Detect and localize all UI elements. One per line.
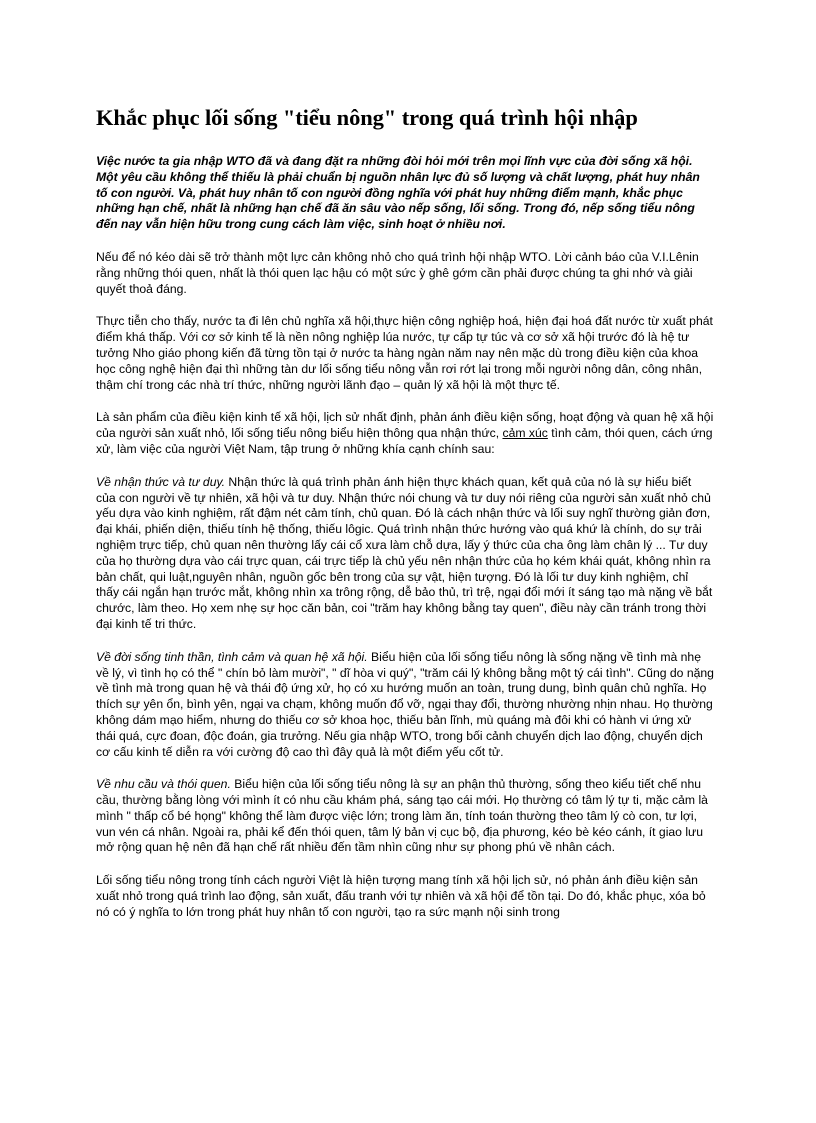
paragraph-7: Lối sống tiểu nông trong tính cách người Việt là hiện tượng mang tính xã hội lịch sử, nó phản ánh điều kiện sản xuất nhỏ trong quá trình lao động, sản xuất, đấu tranh với tự nhiên và xã hội để tồn tại. Do đó, khắc phục, xóa bỏ nó có ý nghĩa to lớn trong phát huy nhân tố con người, tạo ra sức mạnh nội sinh trong [96, 873, 706, 919]
paragraph-2: Thực tiễn cho thấy, nước ta đi lên chủ nghĩa xã hội,thực hiện công nghiệp hoá, hiện đại hoá đất nước từ xuất phát điểm khá thấp. Với cơ sở kinh tế là nền nông nghiệp lúa nước, tự cấp tự túc và cơ sở xã hội trước đó là hệ tư tưởng Nho giáo phong kiến đã từng tồn tại ở nước ta hàng ngàn năm nay nên mặc dù trong điều kiện của khoa học công nghệ hiện đại thì những tàn dư lối sống tiểu nông vẫn rơi rớt lại trong mỗi người nông dân, công nhân, thậm chí trong các nhà trí thức, những người lãnh đạo – quản lý xã hội là một thực tế. [96, 314, 713, 392]
page-title: Khắc phục lối sống "tiểu nông" trong quá trình hội nhập [96, 105, 638, 130]
paragraph-3-text-after: tình cảm, thói quen, cách ứng xử, làm việc của người Việt Nam, tập trung ở những khía cạnh chính sau: [96, 426, 713, 456]
paragraph-3 [96, 410, 714, 457]
paragraph-1: Nếu để nó kéo dài sẽ trở thành một lực cản không nhỏ cho quá trình hội nhập WTO. Lời cảnh báo của V.I.Lênin rằng những thói quen, nhất là thói quen lạc hậu có một sức ỳ ghê gớm cần phải được chúng ta ghi nhớ và giải quyết thoả đáng. [96, 249, 699, 296]
paragraph-5 [96, 650, 714, 761]
section-heading-nhu-cau: Về nhu cầu và thói quen. [96, 777, 231, 792]
paragraph-4-body: Nhận thức là quá trình phản ánh hiện thực khách quan, kết quả của nó là sự hiểu biết của con người về tự nhiên, xã hội và tư duy. Nhận thức nói chung và tư duy nói riêng của người sản xuất nhỏ chủ yếu dựa vào kinh nghiệm, rất đậm nét cảm tính, chủ quan. Đó là cách nhận thức và lối suy nghĩ thường giản đơn, đại khái, phiến diện, thiếu tính hệ thống, thiếu lôgic. Quá trình nhận thức hướng vào quá khứ là chính, do sự trải nghiệm trực tiếp, chủ quan nên thường lấy cái cổ xưa làm chỗ dựa, lấy ý thức của cha ông làm chân lý ... Tư duy của họ thường dựa vào cái trực quan, cái trực tiếp là chủ yếu nên nhận thức của họ kém khái quát, không nhìn ra bản chất, qui luật,nguyên nhân, nguồn gốc bên trong của sự vật, hiện tượng. Đó là lối tư duy kinh nghiệm, chỉ thấy cái ngắn hạn trước mắt, không nhìn xa trông rộng, dễ bảo thủ, trì trệ, ngại đổi mới ít sáng tạo mà nặng về bắt chước, làm theo. Họ xem nhẹ sự học căn bản, coi "trăm hay không bằng tay quen", điều này cần tránh trong thời đại kinh tế tri thức. [96, 474, 713, 631]
section-heading-doi-song: Về đời sống tinh thần, tình cảm và quan hệ xã hội. [96, 649, 368, 664]
paragraph-6 [96, 777, 714, 856]
cam-xuc-link[interactable]: cảm xúc [502, 426, 548, 441]
paragraph-5-body: Biểu hiện của lối sống tiểu nông là sống nặng về tình mà nhẹ về lý, vì tình họ có thể " chín bỏ làm mười", " dĩ hòa vi quý", "trăm cái lý không bằng một tý cái tình". Cũng do nặng về tình mà trong quan hệ và thái độ ứng xử, họ có xu hướng muốn an toàn, trung dung, bình quân chủ nghĩa. Họ thích sự yên ổn, bình yên, ngại va chạm, không muốn đổ vỡ, ngại thay đổi, thường nhường nhịn nhau. Họ thường không dám mạo hiểm, nhưng do thiếu cơ sở khoa học, thiếu bản lĩnh, mù quáng mà đôi khi có hành vi ứng xử thái quá, cực đoan, độc đoán, gia trưởng. Nếu gia nhập WTO, trong bối cảnh chuyển dịch lao động, chuyển dịch cơ cấu kinh tế diễn ra với cường độ cao thì đây quả là một điểm yếu cốt tử. [96, 649, 714, 759]
lead-paragraph: Việc nước ta gia nhập WTO đã và đang đặt ra những đòi hỏi mới trên mọi lĩnh vực của đời sống xã hội. Một yêu cầu không thể thiếu là phải chuẩn bị nguồn nhân lực đủ số lượng và chất lượng, phát huy nhân tố con người. Và, phát huy nhân tố con người đồng nghĩa với phát huy những điểm mạnh, khắc phục những hạn chế, nhất là những hạn chế đã ăn sâu vào nếp sống, lối sống. Trong đó, nếp sống tiểu nông đến nay vẫn hiện hữu trong cung cách làm việc, sinh hoạt ở nhiều nơi. [96, 154, 700, 232]
paragraph-6-body: Biểu hiện của lối sống tiểu nông là sự an phận thủ thường, sống theo kiểu tiết chế nhu cầu, thường bằng lòng với mình ít có nhu cầu khám phá, sáng tạo cái mới. Họ thường có tâm lý tự ti, mặc cảm là mình " thấp cổ bé họng" không thể làm được việc lớn; trong làm ăn, tính toán thường theo tâm lý cò con, tư lợi, vun vén cá nhân. Ngoài ra, phải kể đến thói quen, tâm lý bản vị cục bộ, địa phương, kéo bè kéo cánh, ít giao lưu mở rộng quan hệ nên đã hạn chế rất nhiều đến tầm nhìn cũng như sự phong phú về nhân cách. [96, 777, 708, 855]
section-heading-nhan-thuc: Về nhận thức và tư duy. [96, 474, 226, 489]
paragraph-3-text-before: Là sản phẩm của điều kiện kinh tế xã hội, lịch sử nhất định, phản ánh điều kiện sống, hoạt động và quan hệ xã hội của người sản xuất nhỏ, lối sống tiểu nông biểu hiện thông qua nhận thức, [96, 410, 714, 441]
document-page [96, 104, 714, 938]
paragraph-4 [96, 475, 714, 633]
